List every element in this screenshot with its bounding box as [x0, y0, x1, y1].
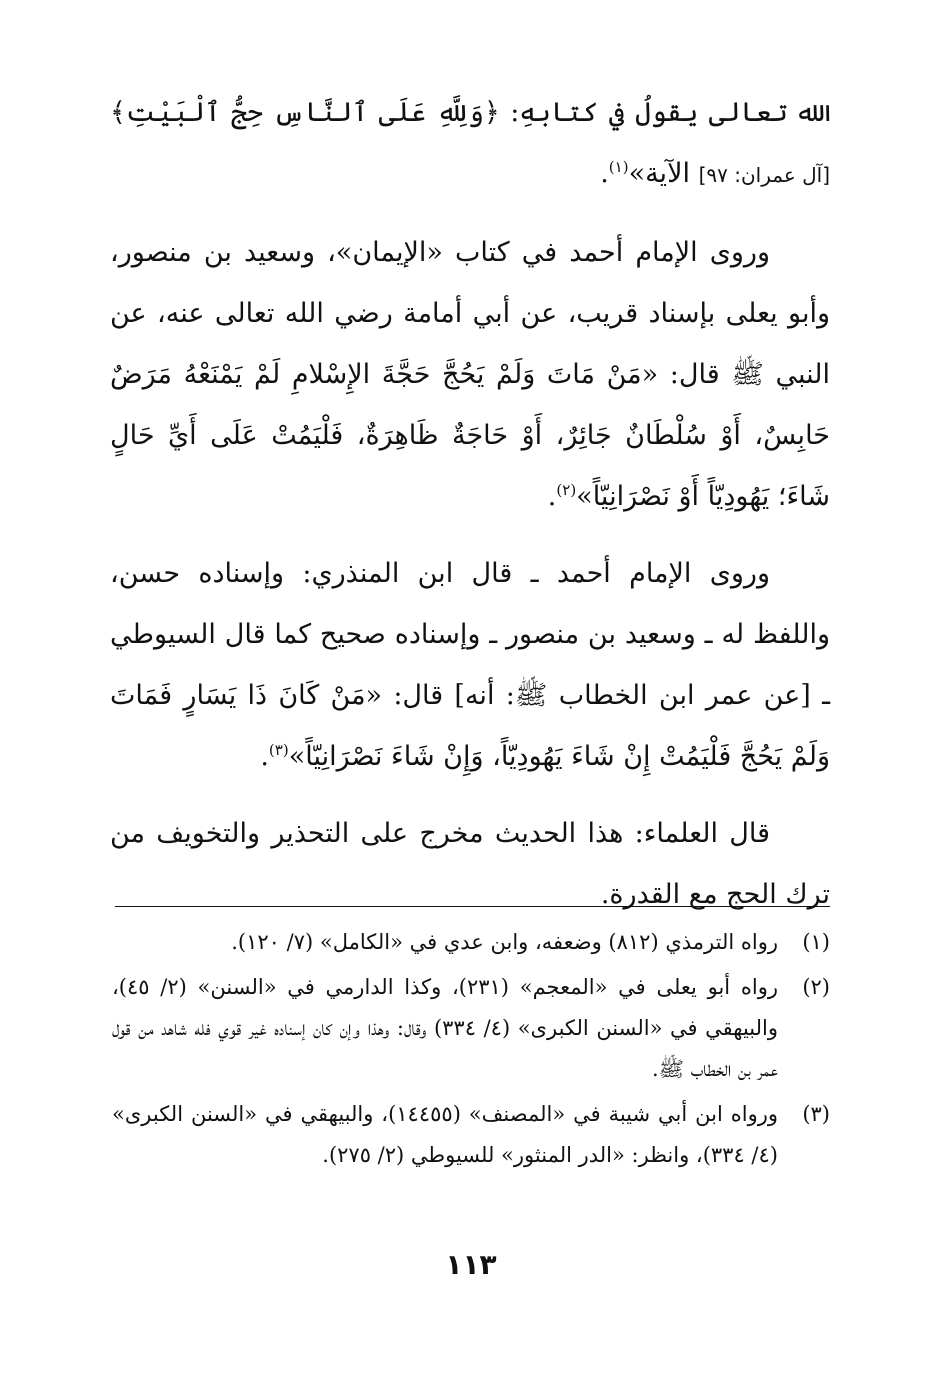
page-number: ١١٣	[445, 1248, 497, 1281]
footnote-2	[112, 967, 830, 1090]
paragraph-4-text: قال العلماء: هذا الحديث مخرج على التحذير والتخويف من ترك الحج مع القدرة.	[110, 818, 830, 910]
paragraph-1-end: .	[600, 158, 609, 189]
footnote-text: رواه الترمذي (٨١٢) وضعفه، وابن عدي في «الكامل» (٧/ ١٢٠).	[231, 930, 778, 954]
footnote-ref-3[interactable]: (٣)	[268, 741, 289, 759]
footnote-number: (٣)	[802, 1102, 830, 1126]
footnote-ref-1[interactable]: (١)	[608, 158, 629, 176]
footnote-ref-2[interactable]: (٢)	[556, 481, 577, 499]
paragraph-2	[110, 222, 830, 527]
paragraph-1	[110, 82, 830, 206]
paragraph-1-text: الله تعالى يقولُ في كتابهِ: ﴿وَلِلَّهِ عَلَى ٱلنَّاسِ حِجُّ ٱلْبَيْتِ﴾	[110, 97, 830, 128]
paragraph-1-text-end: الآية»	[628, 158, 690, 189]
paragraph-2-end: .	[547, 481, 557, 512]
footnote-1	[112, 922, 830, 963]
footnote-text: ورواه ابن أبي شيبة في «المصنف» (١٤٤٥٥)، والبيهقي في «السنن الكبرى» (٤/ ٣٣٤)، وانظر: «الدر المنثور» للسيوطي (٢/ ٢٧٥).	[112, 1102, 779, 1167]
main-text	[110, 82, 830, 925]
quran-citation: [آل عمران: ٩٧]	[698, 163, 830, 187]
paragraph-3-end: .	[260, 741, 269, 772]
footnotes	[112, 922, 830, 1180]
footnote-number: (١)	[802, 930, 830, 954]
footnote-divider	[115, 906, 830, 907]
footnote-3	[112, 1094, 830, 1176]
paragraph-3	[110, 543, 830, 787]
footnote-text: رواه أبو يعلى في «المعجم» (٢٣١)، وكذا الدارمي في «السنن» (٢/ ٤٥)، والبيهقي في «السنن الكبرى» (٤/ ٣٣٤) وقال: وهذا وإن كان إسناده غير قوي فله شاهد من قول عمر بن الخطاب ﷺ.	[112, 975, 778, 1081]
paragraph-2-text: وروى الإمام أحمد في كتاب «الإيمان»، وسعيد بن منصور، وأبو يعلى بإسناد قريب، عن أبي أمامة رضي الله تعالى عنه، عن النبي ﷺ قال: «مَنْ مَاتَ وَلَمْ يَحُجَّ حَجَّةَ الإِسْلامِ لَمْ يَمْنَعْهُ مَرَضٌ حَابِسٌ، أَوْ سُلْطَانٌ جَائِرٌ، أَوْ حَاجَةٌ ظَاهِرَةٌ، فَلْيَمُتْ عَلَى أَيِّ حَالٍ شَاءَ؛ يَهُودِيّاً أَوْ نَصْرَانِيّاً»	[110, 237, 830, 512]
paragraph-3-text: وروى الإمام أحمد ـ قال ابن المنذري: وإسناده حسن، واللفظ له ـ وسعيد بن منصور ـ وإسناده صحيح كما قال السيوطي ـ [عن عمر ابن الخطاب ﷺ: أنه] قال: «مَنْ كَانَ ذَا يَسَارٍ فَمَاتَ وَلَمْ يَحُجَّ فَلْيَمُتْ إِنْ شَاءَ يَهُودِيّاً، وَإِنْ شَاءَ نَصْرَانِيّاً»	[110, 558, 830, 772]
footnote-number: (٢)	[802, 975, 830, 999]
